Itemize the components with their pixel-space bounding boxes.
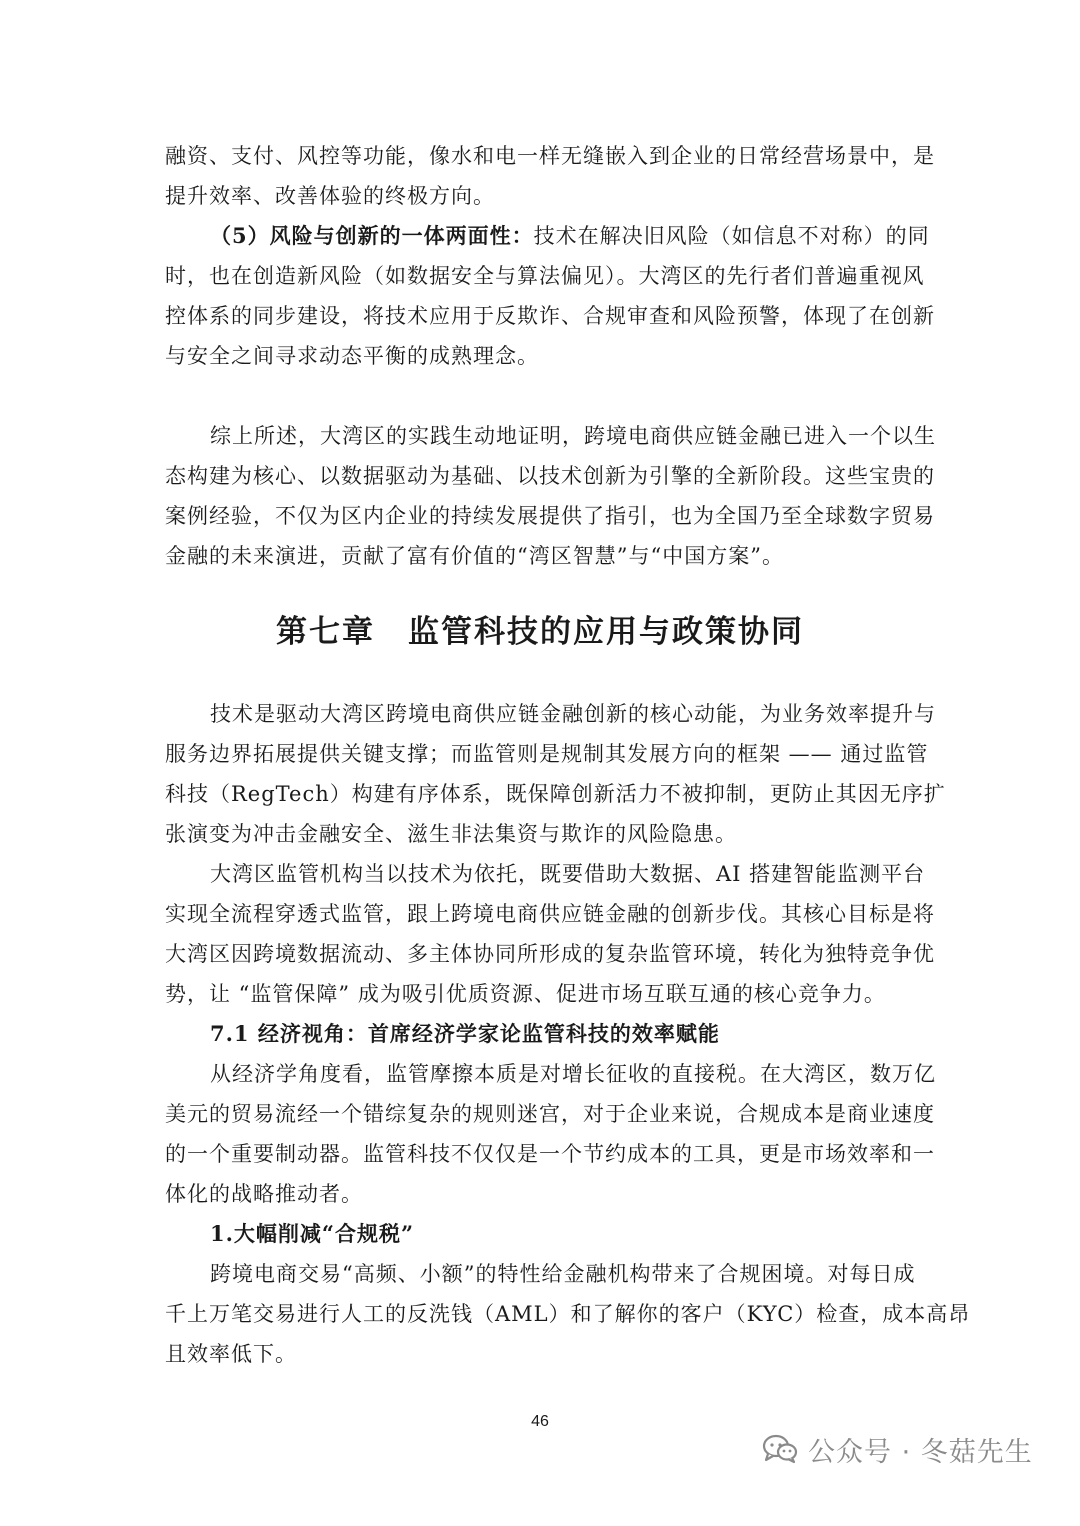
watermark [762, 1424, 1033, 1474]
paragraph-line: 且效率低下。 [165, 1342, 297, 1366]
paragraph-line: 体化的战略推动者。 [165, 1182, 363, 1206]
paragraph-line: 技术是驱动大湾区跨境电商供应链金融创新的核心动能，为业务效率提升与 [210, 702, 936, 726]
paragraph-line: 案例经验，不仅为区内企业的持续发展提供了指引，也为全国乃至全球数字贸易 [165, 504, 935, 528]
paragraph-line: 综上所述，大湾区的实践生动地证明，跨境电商供应链金融已进入一个以生 [210, 424, 936, 448]
paragraph-line: 势，让 “监管保障” 成为吸引优质资源、促进市场互联互通的核心竞争力。 [165, 982, 886, 1006]
subsection-heading: 1.大幅削减“合规税” [210, 1221, 415, 1246]
paragraph-line: 融资、支付、风控等功能，像水和电一样无缝嵌入到企业的日常经营场景中，是 [165, 144, 935, 168]
paragraph-line: 千上万笔交易进行人工的反洗钱（AML）和了解你的客户（KYC）检查，成本高昂 [165, 1302, 971, 1326]
paragraph-line: 从经济学角度看，监管摩擦本质是对增长征收的直接税。在大湾区，数万亿 [210, 1062, 936, 1086]
paragraph-text: 技术在解决旧风险（如信息不对称）的同 [533, 224, 930, 248]
watermark-text: 公众号 · 冬菇先生 [808, 1436, 1033, 1468]
paragraph-line: 张演变为冲击金融安全、滋生非法集资与欺诈的风险隐患。 [165, 822, 737, 846]
paragraph-line: 美元的贸易流经一个错综复杂的规则迷宫，对于企业来说，合规成本是商业速度 [165, 1102, 935, 1126]
paragraph-line: 态构建为核心、以数据驱动为基础、以技术创新为引擎的全新阶段。这些宝贵的 [165, 464, 935, 488]
section-heading: 7.1 经济视角：首席经济学家论监管科技的效率赋能 [210, 1021, 720, 1046]
paragraph-line [210, 222, 930, 250]
subheading-inline: （5）风险与创新的一体两面性： [210, 223, 534, 248]
chapter-title: 第七章 监管科技的应用与政策协同 [276, 614, 804, 650]
paragraph-line: 时，也在创造新风险（如数据安全与算法偏见）。大湾区的先行者们普遍重视风 [165, 264, 925, 288]
paragraph-line: 提升效率、改善体验的终极方向。 [165, 184, 495, 208]
paragraph-line: 实现全流程穿透式监管，跟上跨境电商供应链金融的创新步伐。其核心目标是将 [165, 902, 935, 926]
paragraph-line: 大湾区因跨境数据流动、多主体协同所形成的复杂监管环境，转化为独特竞争优 [165, 942, 935, 966]
paragraph-line: 金融的未来演进，贡献了富有价值的“湾区智慧”与“中国方案”。 [165, 544, 784, 568]
paragraph-line: 大湾区监管机构当以技术为依托，既要借助大数据、AI 搭建智能监测平台 [210, 862, 926, 886]
paragraph-line: 的一个重要制动器。监管科技不仅仅是一个节约成本的工具，更是市场效率和一 [165, 1142, 935, 1166]
paragraph-line: 与安全之间寻求动态平衡的成熟理念。 [165, 344, 539, 368]
paragraph-line: 服务边界拓展提供关键支撑；而监管则是规制其发展方向的框架 —— 通过监管 [165, 742, 929, 766]
paragraph-line: 控体系的同步建设，将技术应用于反欺诈、合规审查和风险预警，体现了在创新 [165, 304, 935, 328]
paragraph-line: 跨境电商交易“高频、小额”的特性给金融机构带来了合规困境。对每日成 [210, 1262, 916, 1286]
paragraph-line: 科技（RegTech）构建有序体系，既保障创新活力不被抑制，更防止其因无序扩 [165, 782, 946, 806]
wechat-icon [762, 1434, 798, 1464]
page-number: 46 [531, 1413, 549, 1430]
